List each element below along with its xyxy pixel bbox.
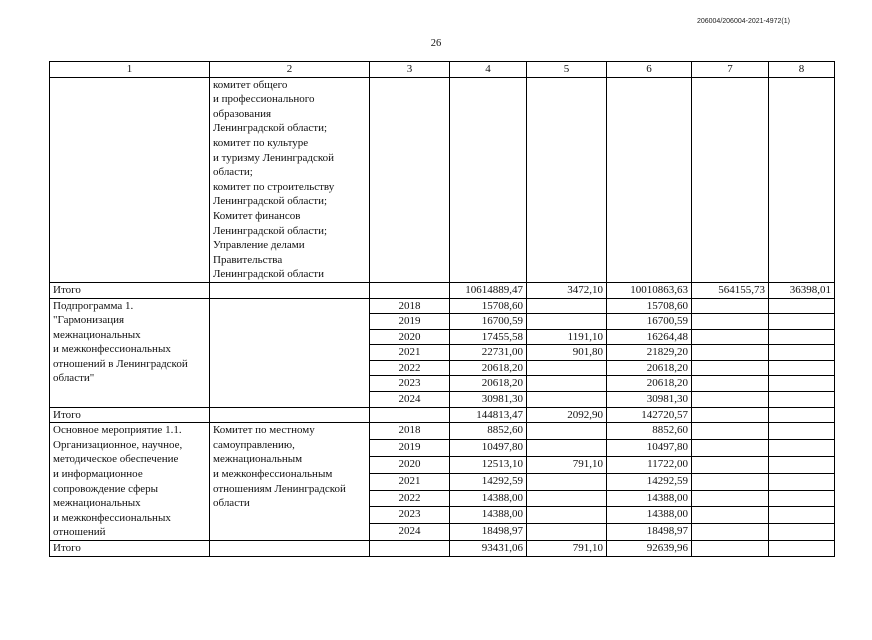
column-number: 7 — [692, 62, 769, 78]
responsible-line: Ленинградской области; — [213, 224, 328, 237]
responsible-line: и туризму Ленинградской — [213, 151, 335, 164]
cell-value: 14388,00 — [450, 507, 527, 524]
column-number: 4 — [450, 62, 527, 78]
cell-value: 144813,47 — [450, 407, 527, 423]
cell-value: 15708,60 — [607, 298, 692, 314]
cell-value: 14388,00 — [450, 490, 527, 507]
cell-value: 36398,01 — [769, 282, 835, 298]
cell-value — [527, 314, 607, 330]
responsible-cell — [210, 298, 370, 407]
year-cell: 2022 — [370, 490, 450, 507]
cell-value: 14388,00 — [607, 490, 692, 507]
cell-value: 30981,30 — [450, 392, 527, 408]
responsible-line: Правительства — [213, 253, 283, 266]
cell-value: 14388,00 — [607, 507, 692, 524]
continuation-row — [50, 77, 835, 282]
cell-value: 564155,73 — [692, 282, 769, 298]
cell-value: 16700,59 — [607, 314, 692, 330]
cell-value — [527, 298, 607, 314]
cell-value — [527, 376, 607, 392]
cell-value: 30981,30 — [607, 392, 692, 408]
column-number: 2 — [210, 62, 370, 78]
cell-value — [527, 490, 607, 507]
cell-value: 16700,59 — [450, 314, 527, 330]
responsible-line: Ленинградской области; — [213, 195, 328, 208]
cell-value: 8852,60 — [450, 423, 527, 440]
cell-value: 15708,60 — [450, 298, 527, 314]
cell-value: 20618,20 — [450, 360, 527, 376]
column-number-row — [50, 62, 835, 78]
year-cell: 2023 — [370, 507, 450, 524]
cell-value: 3472,10 — [527, 282, 607, 298]
cell-value — [527, 440, 607, 457]
cell-value: 21829,20 — [607, 345, 692, 361]
year-cell: 2020 — [370, 456, 450, 473]
financing-table — [49, 61, 835, 557]
cell-value: 10010863,63 — [607, 282, 692, 298]
year-cell: 2023 — [370, 376, 450, 392]
cell-value: 17455,58 — [450, 329, 527, 345]
responsible-line: Комитет финансов — [213, 209, 301, 222]
total-row — [50, 282, 835, 298]
responsible-line: Управление делами — [213, 239, 305, 252]
cell-value: 20618,20 — [607, 376, 692, 392]
column-number: 6 — [607, 62, 692, 78]
subprogram-name: Подпрограмма 1. "Гармонизация межнациональных и межконфессиональных отношений в Ленинградской области" — [50, 298, 210, 407]
cell-value — [527, 360, 607, 376]
cell-value: 11722,00 — [607, 456, 692, 473]
year-row — [50, 423, 835, 440]
responsible-line: области; — [213, 166, 253, 179]
cell-value: 901,80 — [527, 345, 607, 361]
year-cell: 2021 — [370, 345, 450, 361]
cell-value: 791,10 — [527, 541, 607, 557]
cell-value: 10497,80 — [450, 440, 527, 457]
year-cell: 2024 — [370, 392, 450, 408]
document-id: 206004/206004-2021-4972(1) — [696, 18, 790, 25]
year-cell: 2020 — [370, 329, 450, 345]
cell-value: 20618,20 — [607, 360, 692, 376]
total-row — [50, 541, 835, 557]
year-cell: 2019 — [370, 440, 450, 457]
page-number: 26 — [430, 38, 442, 49]
responsible-line: комитет по строительству — [213, 180, 335, 193]
year-cell: 2022 — [370, 360, 450, 376]
cell-value: 142720,57 — [607, 407, 692, 423]
year-cell: 2021 — [370, 473, 450, 490]
responsible-cell — [210, 77, 370, 282]
responsible-line: и профессионального — [213, 93, 315, 106]
cell-value: 20618,20 — [450, 376, 527, 392]
cell-value: 791,10 — [527, 456, 607, 473]
column-number: 8 — [769, 62, 835, 78]
column-number: 1 — [50, 62, 210, 78]
responsible-cell: Комитет по местному самоуправлению, межнациональным и межконфессиональным отношениям Ленинградской области — [210, 423, 370, 541]
responsible-line: Ленинградской области — [213, 268, 324, 281]
total-label: Итого — [50, 282, 210, 298]
activity-name: Основное мероприятие 1.1. Организационное, научное, методическое обеспечение и информационное сопровождение сферы межнациональных и межконфессиональных отношений — [50, 423, 210, 541]
cell-value: 2092,90 — [527, 407, 607, 423]
cell-value: 22731,00 — [450, 345, 527, 361]
cell-value: 93431,06 — [450, 541, 527, 557]
name-cell — [50, 77, 210, 282]
column-number: 5 — [527, 62, 607, 78]
total-row — [50, 407, 835, 423]
cell-value — [527, 423, 607, 440]
total-label: Итого — [50, 541, 210, 557]
cell-value: 8852,60 — [607, 423, 692, 440]
year-cell: 2024 — [370, 524, 450, 541]
cell-value — [527, 524, 607, 541]
cell-value: 18498,97 — [450, 524, 527, 541]
cell-value — [527, 392, 607, 408]
cell-value: 92639,96 — [607, 541, 692, 557]
year-cell: 2019 — [370, 314, 450, 330]
cell-value: 14292,59 — [607, 473, 692, 490]
cell-value — [527, 507, 607, 524]
responsible-line: Ленинградской области; — [213, 122, 328, 135]
column-number: 3 — [370, 62, 450, 78]
cell-value: 10497,80 — [607, 440, 692, 457]
cell-value: 10614889,47 — [450, 282, 527, 298]
cell-value: 14292,59 — [450, 473, 527, 490]
year-cell: 2018 — [370, 298, 450, 314]
cell-value: 18498,97 — [607, 524, 692, 541]
cell-value: 1191,10 — [527, 329, 607, 345]
responsible-line: образования — [213, 107, 272, 120]
cell-value — [527, 473, 607, 490]
year-row — [50, 298, 835, 314]
cell-value: 12513,10 — [450, 456, 527, 473]
total-label: Итого — [50, 407, 210, 423]
responsible-line: комитет по культуре — [213, 136, 309, 149]
cell-value: 16264,48 — [607, 329, 692, 345]
year-cell: 2018 — [370, 423, 450, 440]
responsible-line: комитет общего — [213, 78, 288, 91]
